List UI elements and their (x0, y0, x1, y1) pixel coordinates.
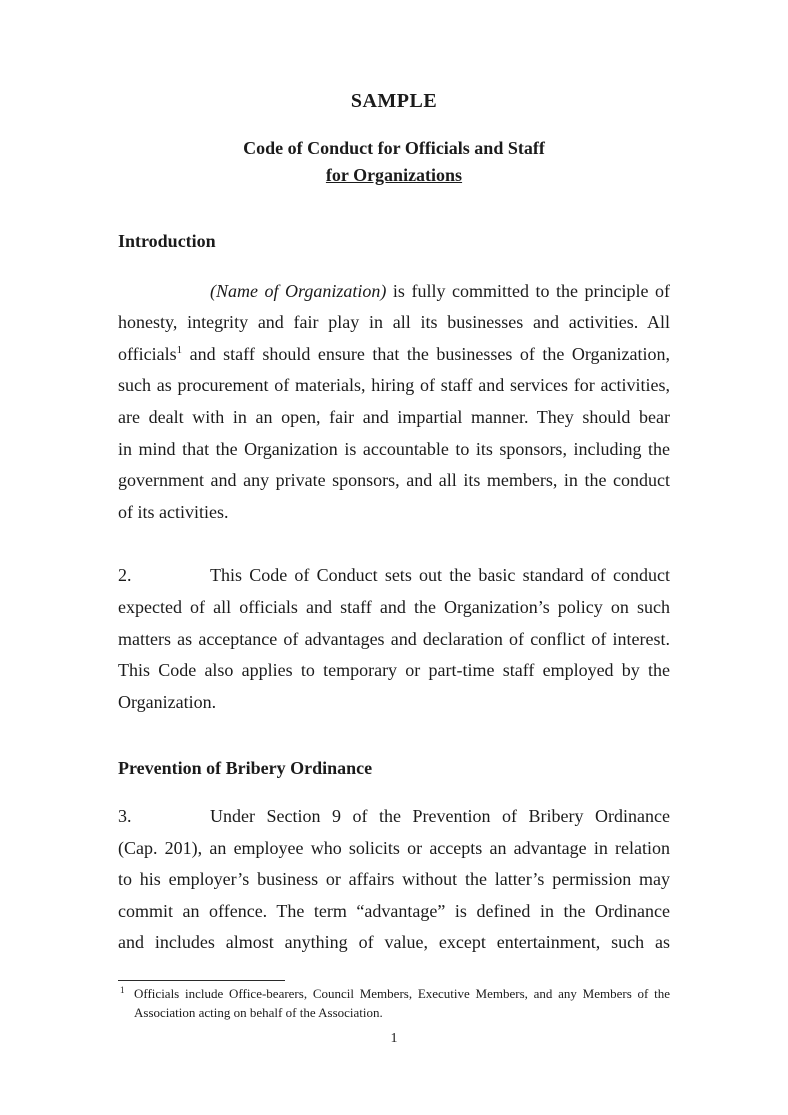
text-line: Organization. (118, 691, 217, 712)
text-line (118, 801, 670, 833)
text-line (118, 339, 670, 371)
text-line: government and any private sponsors, and all its members, in the conduct (118, 470, 670, 491)
text-line: This Code also applies to temporary or part-time staff employed by the (118, 660, 670, 681)
paragraph-3 (118, 801, 670, 959)
text-line: honesty, integrity and fair play in all its businesses and activities. All (118, 312, 670, 333)
paragraph-2 (118, 560, 670, 718)
section-heading-bribery-ordinance: Prevention of Bribery Ordinance (118, 758, 373, 779)
footnote (118, 984, 670, 1022)
text-line: to his employer’s business or affairs without the latter’s permission may (118, 869, 670, 890)
paragraph-number: 2. (118, 565, 132, 586)
footnote-marker: 1 (120, 984, 125, 995)
paragraph-number: 3. (118, 805, 132, 826)
text-line: commit an offence. The term “advantage” is defined in the Ordinance (118, 900, 670, 921)
text-run: and staff should ensure that the businesses of the Organization, (182, 343, 670, 364)
text-line: (Cap. 201), an employee who solicits or accepts an advantage in relation (118, 837, 670, 858)
footnote-separator-rule (118, 980, 285, 981)
text-line: and includes almost anything of value, except entertainment, such as (118, 932, 670, 953)
sample-watermark-title: SAMPLE (350, 90, 438, 112)
organization-name-placeholder: (Name of Organization) (210, 280, 387, 301)
document-title (118, 135, 670, 189)
text-line: such as procurement of materials, hiring of staff and services for activities, (118, 375, 670, 396)
text-line: in mind that the Organization is accountable to its sponsors, including the (118, 438, 670, 459)
section-heading-introduction: Introduction (118, 231, 216, 251)
text-line: of its activities. (118, 501, 229, 522)
footnote-line: Association acting on behalf of the Association. (134, 1004, 383, 1020)
text-run: Under Section 9 of the Prevention of Bribery Ordinance (210, 805, 670, 826)
text-line (118, 560, 670, 592)
page-number: 1 (390, 1030, 398, 1046)
text-line: are dealt with in an open, fair and impartial manner. They should bear (118, 406, 670, 427)
document-title-line2: for Organizations (325, 165, 463, 185)
text-line (118, 276, 670, 308)
footnote-line: Officials include Office-bearers, Council Members, Executive Members, and any Members of the (134, 985, 670, 1001)
text-run: This Code of Conduct sets out the basic standard of conduct (210, 565, 670, 586)
text-line: expected of all officials and staff and the Organization’s policy on such (118, 596, 670, 617)
text-run: officials (118, 343, 177, 364)
document-title-line1: Code of Conduct for Officials and Staff (243, 138, 545, 158)
text-line: matters as acceptance of advantages and declaration of conflict of interest. (118, 628, 670, 649)
footnote-reference: 1 (176, 343, 183, 356)
text-run: is fully committed to the principle of (386, 280, 671, 301)
paragraph-introduction (118, 276, 670, 529)
